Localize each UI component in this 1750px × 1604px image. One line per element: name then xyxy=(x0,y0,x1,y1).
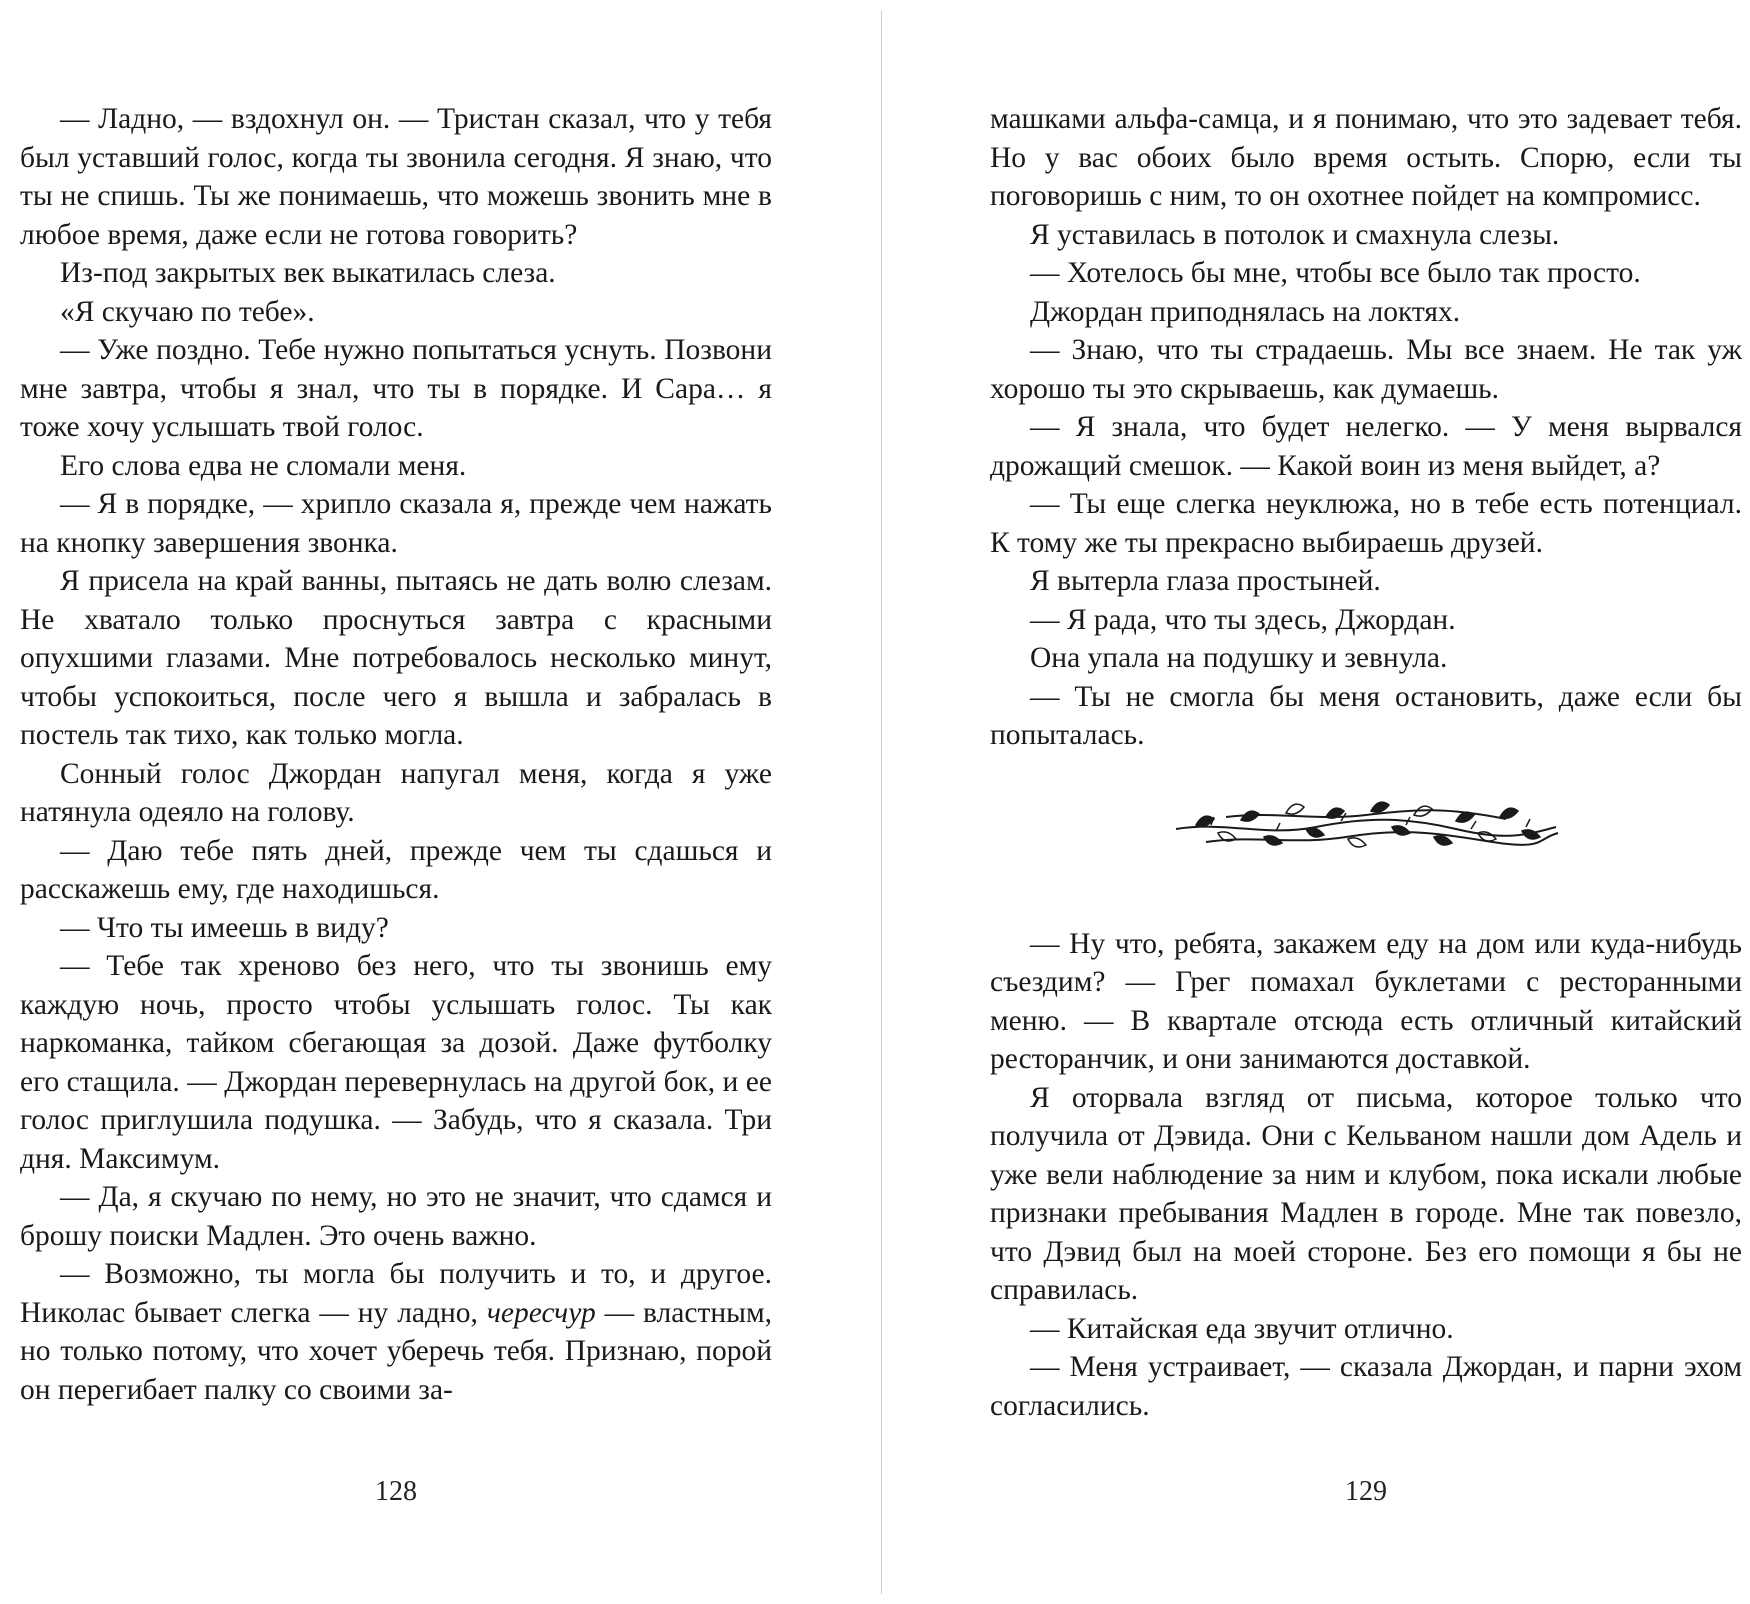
paragraph: Его слова едва не сломали меня. xyxy=(60,449,467,482)
paragraph: Я оторвала взгляд от письма, которое только что получила от Дэвида. Они с Кельваном нашли дом Адель и уже вели наблюдение за ним и клубом, пока искали любые признаки пребывания Мадлен в городе. Мне так повезло, что Дэвид был на моей стороне. Без его помощи я бы не справилась. xyxy=(990,1081,1742,1306)
paragraph: — Ты еще слегка неуклюжа, но в тебе есть потенциал. К тому же ты прекрасно выбираешь друзей. xyxy=(990,488,1742,559)
paragraph: — Ты не смогла бы меня остановить, даже если бы попыталась. xyxy=(990,680,1742,751)
paragraph: Джордан приподнялась на локтях. xyxy=(1030,295,1461,328)
paragraph-with-emphasis xyxy=(20,1255,772,1409)
page-number-right: 129 xyxy=(1345,1476,1387,1507)
paragraph: — Уже поздно. Тебе нужно попытаться уснуть. Позвони мне завтра, чтобы я знал, что ты в порядке. И Сара… я тоже хочу услышать твой голос. xyxy=(20,334,772,443)
paragraph: — Я рада, что ты здесь, Джордан. xyxy=(1030,603,1456,636)
paragraph: Я вытерла глаза простыней. xyxy=(1030,565,1381,597)
paragraph: — Я в порядке, — хрипло сказала я, прежде чем нажать на кнопку завершения звонка. xyxy=(20,488,772,559)
paragraph-continuation: машками альфа-самца, и я понимаю, что это задевает тебя. Но у вас обоих было время остыть. Спорю, если ты поговоришь с ним, то он охотнее пойдет на компромисс. xyxy=(990,103,1742,212)
paragraph: — Ладно, — вздохнул он. — Тристан сказал, что у тебя был уставший голос, когда ты звонила сегодня. Я знаю, что ты не спишь. Ты же понимаешь, что можешь звонить мне в любое время, даже если не готова говорить? xyxy=(20,103,772,251)
paragraph: — Что ты имеешь в виду? xyxy=(60,911,389,944)
book-gutter xyxy=(881,10,882,1594)
paragraph: — Даю тебе пять дней, прежде чем ты сдашься и расскажешь ему, где находишься. xyxy=(20,834,772,905)
paragraph: — Знаю, что ты страдаешь. Мы все знаем. Не так уж хорошо ты это скрываешь, как думаешь. xyxy=(990,334,1742,405)
emphasis-text: чересчур xyxy=(486,1296,596,1329)
paragraph: «Я скучаю по тебе». xyxy=(60,295,315,328)
paragraph: Из-под закрытых век выкатилась слеза. xyxy=(60,257,556,289)
paragraph: — Хотелось бы мне, чтобы все было так просто. xyxy=(1030,257,1641,289)
paragraph: Я присела на край ванны, пытаясь не дать волю слезам. Не хватало только проснуться завтра с красными опухшими глазами. Мне потребовалось несколько минут, чтобы успокоиться, после чего я вышла и забралась в постель так тихо, как только могла. xyxy=(20,565,772,751)
paragraph: — Китайская еда звучит отлично. xyxy=(1030,1312,1454,1345)
paragraph: Я уставилась в потолок и смахнула слезы. xyxy=(1030,218,1560,251)
left-page xyxy=(20,100,772,1409)
leafy-vine-divider-icon xyxy=(1166,787,1566,867)
page-number-left: 128 xyxy=(375,1476,417,1507)
right-page xyxy=(990,100,1742,1425)
paragraph: — Да, я скучаю по нему, но это не значит, что сдамся и брошу поиски Мадлен. Это очень важно. xyxy=(20,1181,772,1252)
paragraph: — Тебе так хреново без него, что ты звонишь ему каждую ночь, просто чтобы услышать голос. Ты как наркоманка, тайком сбегающая за дозой. Даже футболку его стащила. — Джордан перевернулась на другой бок, и ее голос приглушила подушка. — Забудь, что я сказала. Три дня. Максимум. xyxy=(20,950,772,1175)
paragraph: — Я знала, что будет нелегко. — У меня вырвался дрожащий смешок. — Какой воин из меня выйдет, а? xyxy=(990,411,1742,482)
paragraph: Она упала на подушку и зевнула. xyxy=(1030,642,1448,674)
paragraph: Сонный голос Джордан напугал меня, когда я уже натянула одеяло на голову. xyxy=(20,757,772,828)
paragraph: — Ну что, ребята, закажем еду на дом или куда-нибудь съездим? — Грег помахал буклетами с ресторанными меню. — В квартале отсюда есть отличный китайский ресторанчик, и они занимаются доставкой. xyxy=(990,927,1742,1075)
text-run: — Возможно, ты могла бы получить и то, и другое. Николас бывает слегка — ну ладно, xyxy=(20,1258,772,1329)
text-run: — властным, но только потому, что хочет уберечь тебя. Признаю, порой он перегибает палку со своими за- xyxy=(20,1296,773,1406)
paragraph: — Меня устраивает, — сказала Джордан, и парни эхом согласились. xyxy=(990,1351,1742,1422)
